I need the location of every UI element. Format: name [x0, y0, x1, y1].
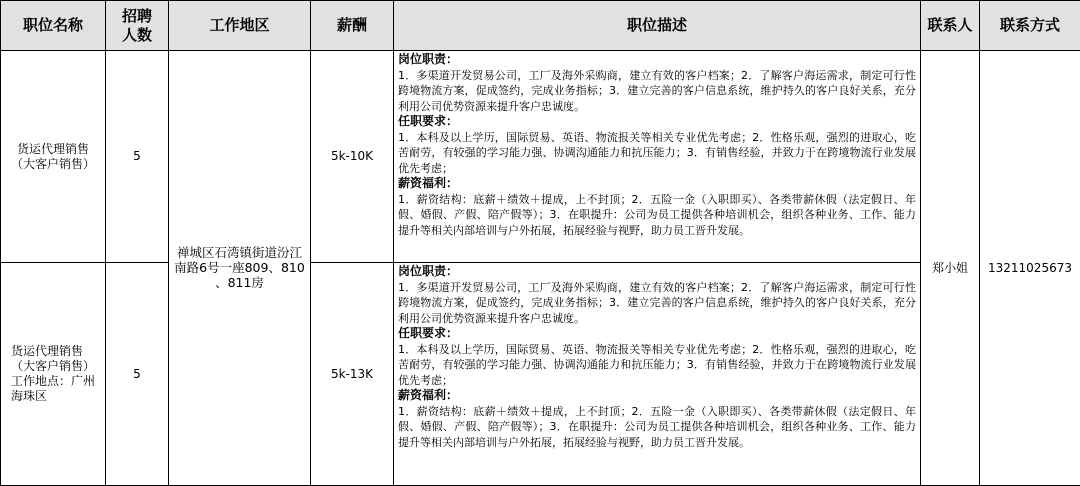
header-row [1, 1, 1080, 51]
headcount-cell: 5 [106, 263, 169, 486]
requirements-heading: 任职要求： [398, 326, 916, 342]
benefits-text: 1．薪资结构：底薪＋绩效＋提成，上不封顶；2．五险一金（入职即买）、各类带薪休假（法定假日、年假、婚假、产假、陪产假等）；3．在职提升：公司为员工提供各种培训机会，组织各种业务、工作、能力提升等相关内部培训与户外拓展，拓展经验与视野，助力员工晋升发展。 [398, 404, 916, 451]
salary-cell: 5k-13K [311, 263, 394, 486]
header-description: 职位描述 [394, 1, 921, 51]
benefits-text: 1．薪资结构：底薪＋绩效＋提成，上不封顶；2．五险一金（入职即买）、各类带薪休假（法定假日、年假、婚假、产假、陪产假等）；3．在职提升：公司为员工提供各种培训机会，组织各种业务、工作、能力提升等相关内部培训与户外拓展，拓展经验与视野，助力员工晋升发展。 [398, 192, 916, 239]
contact-cell: 郑小姐 [921, 51, 980, 486]
header-contact: 联系人 [921, 1, 980, 51]
headcount-cell: 5 [106, 51, 169, 263]
phone-cell: 13211025673 [980, 51, 1080, 486]
duties-text: 1．多渠道开发贸易公司，工厂及海外采购商，建立有效的客户档案；2．了解客户海运需求，制定可行性跨境物流方案，促成签约，完成业务指标；3．建立完善的客户信息系统，维护持久的客户良好关系，充分利用公司优势资源来提升客户忠诚度。 [398, 280, 916, 327]
location-cell: 禅城区石湾镇街道汾江 南路6号一座809、810 、811房 [169, 51, 311, 486]
table-row [1, 51, 1080, 263]
requirements-text: 1．本科及以上学历，国际贸易、英语、物流报关等相关专业优先考虑；2．性格乐观，强烈的进取心，吃苦耐劳，有较强的学习能力强、协调沟通能力和抗压能力；3．有销售经验，并致力于在跨境物流行业发展优先考虑； [398, 130, 916, 177]
header-title: 职位名称 [1, 1, 106, 51]
table-row [1, 263, 1080, 486]
benefits-heading: 薪资福利： [398, 388, 916, 404]
description-cell [394, 51, 921, 263]
benefits-heading: 薪资福利： [398, 176, 916, 192]
description-cell [394, 263, 921, 486]
duties-heading: 岗位职责： [398, 52, 916, 68]
header-count: 招聘 人数 [106, 1, 169, 51]
requirements-text: 1．本科及以上学历，国际贸易、英语、物流报关等相关专业优先考虑；2．性格乐观，强烈的进取心，吃苦耐劳，有较强的学习能力强、协调沟通能力和抗压能力；3．有销售经验，并致力于在跨境物流行业发展优先考虑； [398, 342, 916, 389]
salary-cell: 5k-10K [311, 51, 394, 263]
job-title-cell: 货运代理销售 （大客户销售） 工作地点：广州 海珠区 [1, 263, 106, 486]
header-location: 工作地区 [169, 1, 311, 51]
job-title-cell: 货运代理销售 （大客户销售） [1, 51, 106, 263]
header-salary: 薪酬 [311, 1, 394, 51]
duties-text: 1．多渠道开发贸易公司，工厂及海外采购商，建立有效的客户档案；2．了解客户海运需求，制定可行性跨境物流方案，促成签约，完成业务指标；3．建立完善的客户信息系统，维护持久的客户良好关系，充分利用公司优势资源来提升客户忠诚度。 [398, 68, 916, 115]
requirements-heading: 任职要求： [398, 114, 916, 130]
duties-heading: 岗位职责： [398, 264, 916, 280]
header-phone: 联系方式 [980, 1, 1080, 51]
